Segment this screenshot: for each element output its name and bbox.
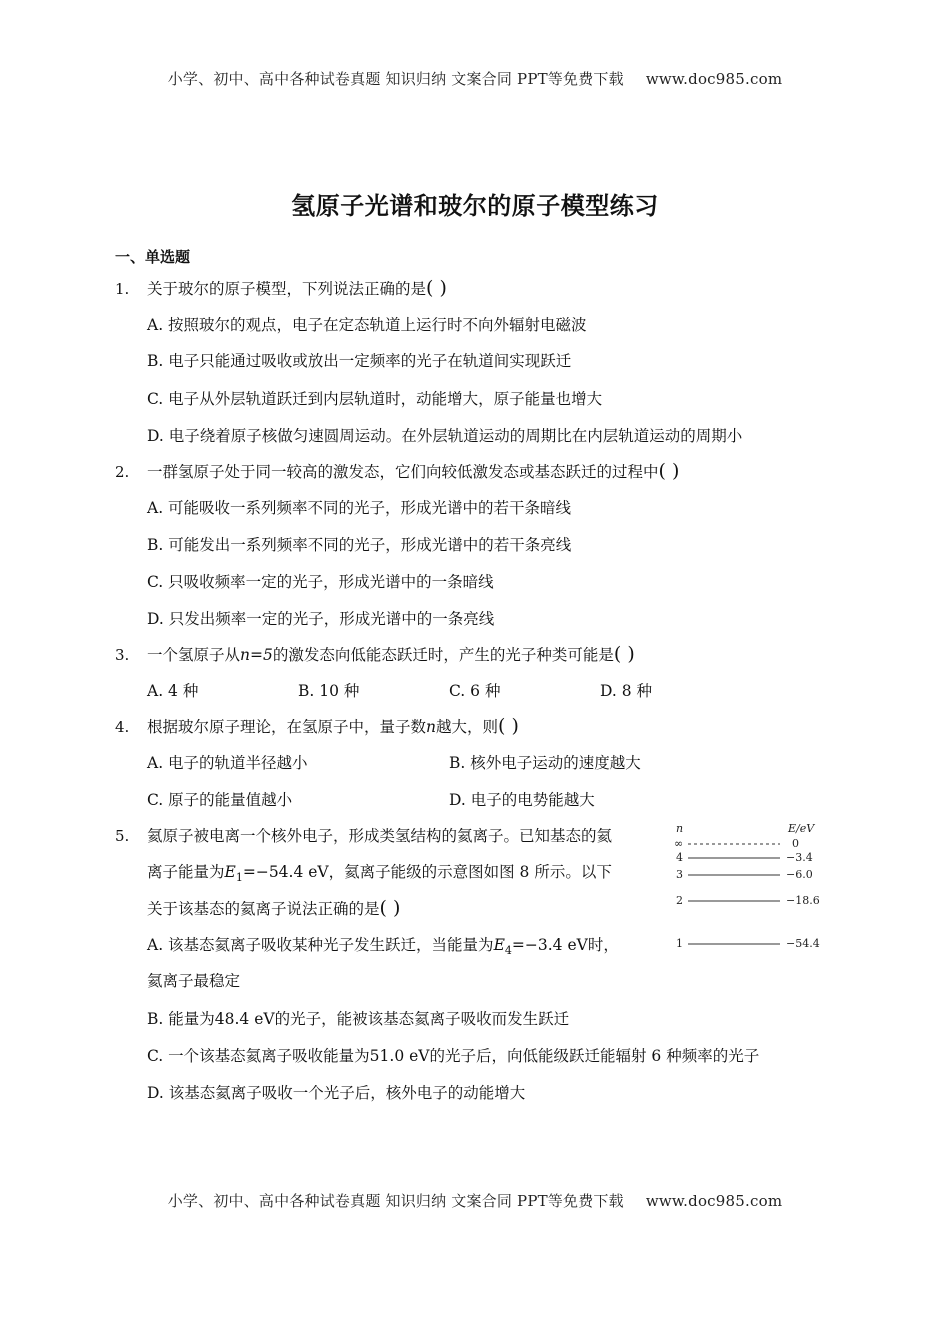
q3-stem-text-a: 一个氢原子从 [147, 646, 241, 664]
q1-option-a[interactable]: A. 按照玻尔的观点，电子在定态轨道上运行时不向外辐射电磁波 [147, 316, 587, 334]
q1-option-d[interactable]: D. 电子绕着原子核做匀速圆周运动。在外层轨道运动的周期比在内层轨道运动的周期小 [147, 427, 743, 445]
q4-stem-text-b: 越大，则 [436, 718, 499, 736]
q5-c-text-a: C. 一个该基态氦离子吸收能量为 [147, 1047, 370, 1065]
q5-a-math-sub: 4 [504, 944, 512, 958]
q4-stem [147, 716, 519, 738]
q1-option-c[interactable]: C. 电子从外层轨道跃迁到内层轨道时，动能增大，原子能量也增大 [147, 390, 603, 408]
q2-option-b[interactable]: B. 可能发出一系列频率不同的光子，形成光谱中的若干条亮线 [147, 536, 572, 554]
q3-option-a[interactable]: A. 4 种 [147, 682, 199, 700]
energy-level-diagram [668, 820, 828, 960]
q2-stem-text: 一群氢原子处于同一较高的激发态，它们向较低激发态或基态跃迁的过程中 [147, 463, 659, 481]
q5-l2-text-a: 离子能量为 [147, 863, 225, 881]
footer-text: 小学、初中、高中各种试卷真题 知识归纳 文案合同 PPT等免费下载 [167, 1192, 624, 1210]
q5-l2-math [224, 863, 329, 885]
q4-stem-math: n [426, 718, 436, 736]
level-n-2: 2 [676, 894, 683, 907]
q3-number: 3. [115, 646, 130, 664]
level-n-inf: ∞ [674, 837, 684, 850]
q3-stem-text-b: 的激发态向低能态跃迁时，产生的光子种类可能是 [272, 646, 614, 664]
page-title: 氢原子光谱和玻尔的原子模型练习 [291, 192, 659, 220]
q5-option-a[interactable] [147, 934, 619, 962]
q5-stem-line-2 [147, 861, 612, 889]
level-e-1: −54.4 [786, 937, 820, 950]
q2-paren: ( ) [658, 460, 680, 482]
q4-number: 4. [115, 718, 130, 736]
q4-stem-text-a: 根据玻尔原子理论，在氢原子中，量子数 [147, 718, 427, 736]
q5-option-d[interactable]: D. 该基态氦离子吸收一个光子后，核外电子的动能增大 [147, 1084, 526, 1102]
q5-paren: ( ) [379, 897, 401, 919]
q1-number: 1. [115, 280, 130, 298]
level-n-3: 3 [676, 868, 683, 881]
level-e-4: −3.4 [786, 851, 813, 864]
q2-option-c[interactable]: C. 只吸收频率一定的光子，形成光谱中的一条暗线 [147, 573, 494, 591]
q5-b-math: 48.4 eV [214, 1010, 275, 1028]
q5-l2-math-val: =−54.4 eV [242, 863, 329, 881]
q3-option-d[interactable]: D. 8 种 [600, 682, 653, 700]
q1-option-b[interactable]: B. 电子只能通过吸收或放出一定频率的光子在轨道间实现跃迁 [147, 352, 572, 370]
q2-stem [147, 461, 679, 483]
q3-option-b[interactable]: B. 10 种 [298, 682, 360, 700]
q1-paren: ( ) [426, 277, 447, 299]
q5-c-math: 51.0 eV [369, 1047, 430, 1065]
q4-paren: ( ) [498, 715, 519, 737]
level-n-1: 1 [676, 937, 683, 950]
q5-c-text-b: 的光子后，向低能级跃迁能辐射 6 种频率的光子 [429, 1047, 760, 1065]
diagram-n-label: n [676, 822, 684, 835]
diagram-e-label: E/eV [788, 822, 815, 835]
q5-l2-text-b: ，氦离子能级的示意图如图 8 所示。以下 [328, 863, 612, 881]
page-header [0, 68, 950, 89]
q5-b-text-a: B. 能量为 [147, 1010, 215, 1028]
q5-b-text-b: 的光子，能被该基态氦离子吸收而发生跃迁 [274, 1010, 570, 1028]
q5-l3-text: 关于该基态的氦离子说法正确的是 [147, 900, 380, 918]
q5-stem-line-3 [147, 898, 400, 920]
q4-option-d[interactable]: D. 电子的电势能越大 [449, 791, 595, 809]
q3-stem [147, 644, 635, 666]
level-e-3: −6.0 [786, 868, 813, 881]
q4-option-a[interactable]: A. 电子的轨道半径越小 [147, 754, 308, 772]
q5-a-math-e: E [493, 936, 505, 954]
footer-site[interactable]: www.doc985.com [645, 1192, 783, 1210]
q3-option-c[interactable]: C. 6 种 [449, 682, 501, 700]
q5-option-b[interactable] [147, 1008, 569, 1030]
q5-l2-math-sub: 1 [235, 871, 243, 885]
q5-option-a-cont: 氦离子最稳定 [147, 972, 241, 990]
q5-a-text-a: A. 该基态氦离子吸收某种光子发生跃迁，当能量为 [147, 936, 494, 954]
header-site[interactable]: www.doc985.com [645, 70, 783, 88]
q3-paren: ( ) [613, 643, 635, 665]
q5-stem-line-1: 氦原子被电离一个核外电子，形成类氢结构的氦离子。已知基态的氦 [147, 827, 613, 845]
header-text: 小学、初中、高中各种试卷真题 知识归纳 文案合同 PPT等免费下载 [167, 70, 624, 88]
q5-a-math [493, 936, 588, 958]
q2-option-d[interactable]: D. 只发出频率一定的光子，形成光谱中的一条亮线 [147, 610, 495, 628]
q1-stem [147, 278, 447, 300]
section-heading: 一、单选题 [115, 248, 191, 266]
q5-number: 5. [115, 827, 130, 845]
q4-option-c[interactable]: C. 原子的能量值越小 [147, 791, 293, 809]
level-e-2: −18.6 [786, 894, 820, 907]
q5-option-c[interactable] [147, 1045, 759, 1067]
level-n-4: 4 [676, 851, 683, 864]
q5-a-text-b: 时， [587, 936, 619, 954]
q1-stem-text: 关于玻尔的原子模型，下列说法正确的是 [147, 280, 427, 298]
q4-option-b[interactable]: B. 核外电子运动的速度越大 [449, 754, 641, 772]
page-footer [0, 1190, 950, 1211]
level-e-inf: 0 [792, 837, 799, 850]
q3-stem-math: n=5 [240, 646, 273, 664]
q5-l2-math-e: E [224, 863, 236, 881]
q5-a-math-val: =−3.4 eV [511, 936, 588, 954]
q2-option-a[interactable]: A. 可能吸收一系列频率不同的光子，形成光谱中的若干条暗线 [147, 499, 572, 517]
q2-number: 2. [115, 463, 130, 481]
